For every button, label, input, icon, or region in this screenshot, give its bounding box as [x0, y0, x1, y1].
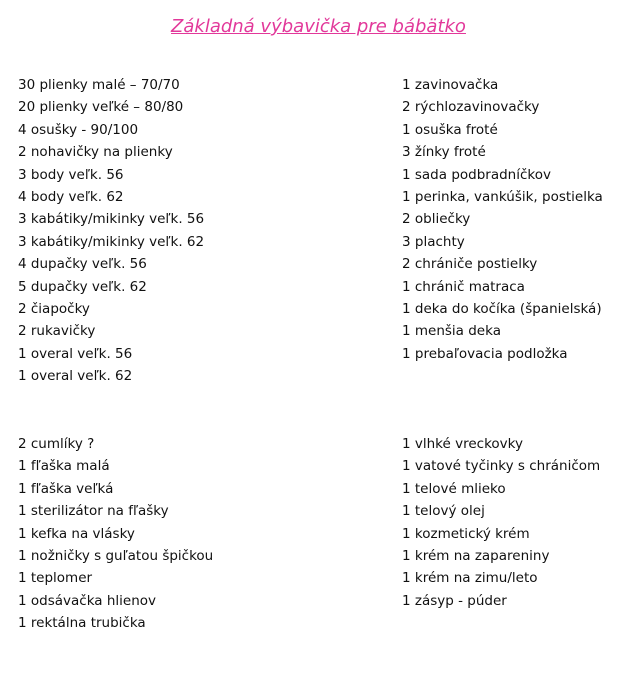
list-item: 3 žínky froté: [402, 144, 486, 161]
list-item: 3 body veľk. 56: [18, 166, 124, 183]
hygiene-list: [402, 433, 600, 612]
list-item: 1 rektálna trubička: [18, 615, 146, 632]
list-item: 1 vlhké vreckovky: [402, 436, 523, 452]
list-item: 1 overal veľk. 56: [18, 345, 133, 362]
list-item: 5 dupačky veľk. 62: [18, 278, 147, 295]
list-item: 1 fľaška malá: [18, 458, 110, 475]
list-item: 20 plienky veľké – 80/80: [18, 99, 184, 116]
list-item: 1 krém na zapareniny: [402, 548, 550, 565]
list-item: 1 krém na zimu/leto: [402, 570, 538, 587]
list-item: 1 sada podbradníčkov: [402, 166, 551, 183]
list-item: 1 zavinovačka: [402, 77, 499, 93]
list-item: 2 rýchlozavinovačky: [402, 99, 540, 116]
list-item: 1 nožničky s guľatou špičkou: [18, 548, 214, 565]
feeding-care-list: [18, 433, 213, 635]
list-item: 3 kabátiky/mikinky veľk. 62: [18, 233, 205, 250]
list-item: 1 kefka na vlásky: [18, 525, 135, 542]
clothing-list: [18, 74, 204, 388]
list-item: 4 osušky - 90/100: [18, 121, 139, 138]
list-item: 1 menšia deka: [402, 323, 501, 340]
list-item: 1 zásyp - púder: [402, 592, 507, 609]
list-item: 1 overal veľk. 62: [18, 368, 133, 385]
list-item: 3 plachty: [402, 233, 465, 250]
list-item: 1 sterilizátor na fľašky: [18, 503, 169, 520]
bedding-list: [402, 74, 603, 365]
page-title: Základná výbavička pre bábätko: [171, 16, 466, 37]
list-item: 1 perinka, vankúšik, postielka: [402, 189, 603, 206]
list-item: 3 kabátiky/mikinky veľk. 56: [18, 211, 205, 228]
list-item: 1 teplomer: [18, 570, 93, 587]
list-item: 2 obliečky: [402, 211, 471, 228]
list-item: 1 vatové tyčinky s chráničom: [402, 458, 601, 475]
list-item: 1 deka do kočíka (španielská): [402, 301, 602, 318]
list-item: 2 chrániče postielky: [402, 256, 538, 273]
list-item: 1 odsávačka hlienov: [18, 592, 157, 609]
list-item: 1 osuška froté: [402, 121, 498, 138]
list-item: 2 nohavičky na plienky: [18, 144, 173, 161]
list-item: 4 dupačky veľk. 56: [18, 256, 147, 273]
list-item: 1 chránič matraca: [402, 278, 525, 295]
list-item: 1 prebaľovacia podložka: [402, 345, 568, 362]
list-item: 2 cumlíky ?: [18, 436, 95, 452]
list-item: 2 rukavičky: [18, 323, 96, 340]
list-item: 1 fľaška veľká: [18, 480, 114, 497]
list-item: 2 čiapočky: [18, 301, 90, 318]
list-item: 1 telový olej: [402, 503, 485, 520]
list-item: 1 kozmetický krém: [402, 525, 530, 542]
list-item: 30 plienky malé – 70/70: [18, 77, 180, 93]
list-item: 1 telové mlieko: [402, 480, 506, 497]
list-item: 4 body veľk. 62: [18, 189, 124, 206]
